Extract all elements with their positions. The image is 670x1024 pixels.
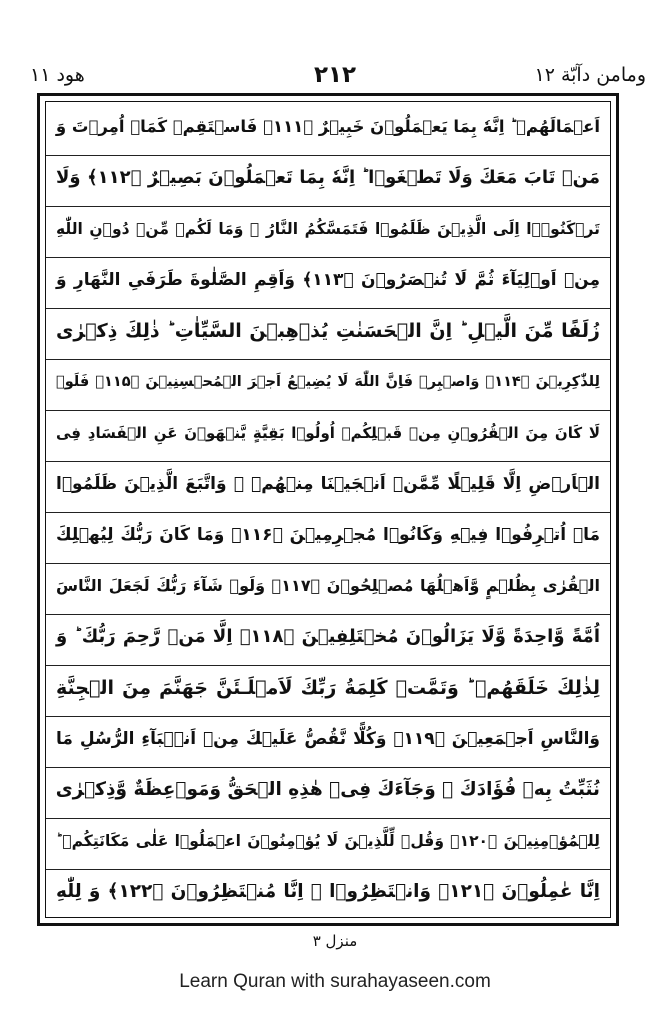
text-line-2: مَنۡ تَابَ مَعَكَ وَلَا تَطۡغَوۡا ؕ اِنَّهٗ بِمَا تَعۡمَلُوۡنَ بَصِیۡرٌ ﴿۱۱۲﴾ وَلَا bbox=[46, 153, 610, 207]
page-frame bbox=[37, 93, 619, 926]
text-line-9: مَاۤ اُتۡرِفُوۡا فِیۡهِ وَكَانُوۡا مُجۡرِمِیۡنَ ﴿۱۱۶﴾ وَمَا كَانَ رَبُّكَ لِیُهۡلِكَ bbox=[46, 510, 610, 564]
juz-label: ومامن دآبّة ١٢ bbox=[534, 64, 646, 86]
text-line-4: مِنۡ اَوۡلِیَآءَ ثُمَّ لَا تُنۡصَرُوۡنَ ﴿۱۱۳﴾ وَاَقِمِ الصَّلٰوةَ طَرَفَیِ النَّهَارِ وَ bbox=[46, 255, 610, 309]
text-line-12: لِذٰلِكَ خَلَقَهُمۡ ؕ وَتَمَّتۡ كَلِمَةُ رَبِّكَ لَاَمۡلَـئَنَّ جَهَنَّمَ مِنَ الۡجِنَّةِ bbox=[46, 663, 610, 717]
text-line-3: تَرۡكَنُوۡۤا اِلَی الَّذِیۡنَ ظَلَمُوۡا فَتَمَسَّكُمُ النَّارُ ۙ وَمَا لَكُمۡ مِّنۡ دُوۡنِ اللّٰهِ bbox=[46, 204, 610, 258]
manzil-label: منزل ٣ bbox=[312, 932, 358, 950]
text-line-16: اِنَّا عٰمِلُوۡنَ ﴿۱۲۱﴾ وَانۡتَظِرُوۡا ۚ اِنَّا مُنۡتَظِرُوۡنَ ﴿۱۲۲﴾ وَ لِلّٰهِ bbox=[56, 881, 600, 902]
text-line-10: الۡقُرٰی بِظُلۡمٍ وَّاَهۡلُهَا مُصۡلِحُوۡنَ ﴿۱۱۷﴾ وَلَوۡ شَآءَ رَبُّكَ لَجَعَلَ النَّاسَ bbox=[46, 561, 610, 615]
text-line-7: لَا كَانَ مِنَ الۡقُرُوۡنِ مِنۡ قَبۡلِكُمۡ اُولُوۡا بَقِیَّةٍ یَّنۡهَوۡنَ عَنِ الۡفَسَادِ فِی bbox=[46, 408, 610, 462]
text-line-1: اَعۡمَالَهُمۡ ؕ اِنَّهٗ بِمَا یَعۡمَلُوۡنَ خَبِیۡرٌ ﴿۱۱۱﴾ فَاسۡتَقِمۡ كَمَاۤ اُمِرۡتَ وَ bbox=[46, 102, 610, 156]
page-number: ٢١٢ bbox=[313, 62, 357, 88]
text-line-11: اُمَّةً وَّاحِدَةً وَّلَا یَزَالُوۡنَ مُخۡتَلِفِیۡنَ ﴿۱۱۸﴾ اِلَّا مَنۡ رَّحِمَ رَبُّكَ ؕ وَ bbox=[46, 612, 610, 666]
text-line-6: لِلذّٰكِرِیۡنَ ﴿۱۱۴﴾ وَاصۡبِرۡ فَاِنَّ اللّٰهَ لَا یُضِیۡعُ اَجۡرَ الۡمُحۡسِنِیۡنَ ﴿۱۱۵﴾ فَلَوۡ bbox=[46, 357, 610, 411]
text-line-5: زُلَفًا مِّنَ الَّیۡلِ ؕ اِنَّ الۡحَسَنٰتِ یُذۡهِبۡنَ السَّیِّاٰتِ ؕ ذٰلِكَ ذِكۡرٰی bbox=[46, 306, 610, 360]
page-header bbox=[18, 58, 652, 92]
text-line-8: الۡاَرۡضِ اِلَّا قَلِیۡلًا مِّمَّنۡ اَنۡجَیۡنَا مِنۡهُمۡ ۚ وَاتَّبَعَ الَّذِیۡنَ ظَلَمُوۡا bbox=[46, 459, 610, 513]
text-line-13: وَالنَّاسِ اَجۡمَعِیۡنَ ﴿۱۱۹﴾ وَكُلًّا نَّقُصُّ عَلَیۡكَ مِنۡ اَنۡۢبَآءِ الرُّسُلِ مَا bbox=[46, 714, 610, 768]
text-line-14: نُثَبِّتُ بِهٖ فُؤَادَكَ ۚ وَجَآءَكَ فِیۡ هٰذِهِ الۡحَقُّ وَمَوۡعِظَةٌ وَّذِكۡرٰی bbox=[46, 765, 610, 819]
footer-text: Learn Quran with surahayaseen.com bbox=[179, 971, 491, 992]
surah-label: ھود ١١ bbox=[30, 64, 85, 86]
text-line-15: لِلۡمُؤۡمِنِیۡنَ ﴿۱۲۰﴾ وَقُلۡ لِّلَّذِیۡنَ لَا یُؤۡمِنُوۡنَ اعۡمَلُوۡا عَلٰی مَكَانَتِكُمۡ ؕ bbox=[46, 816, 610, 870]
text-block bbox=[45, 101, 611, 918]
